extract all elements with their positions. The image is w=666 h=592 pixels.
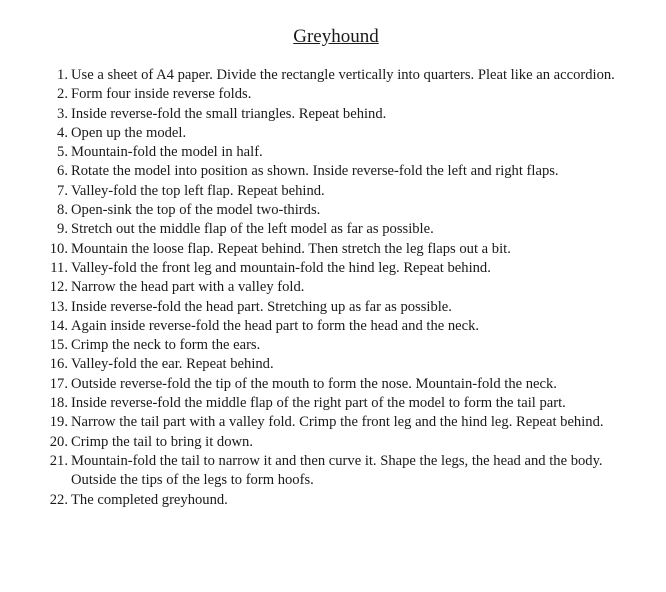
step-text: Open up the model. (71, 124, 187, 141)
step-number: 16. (49, 356, 68, 373)
step-number: 22. (49, 491, 68, 508)
step-number: 20. (49, 433, 68, 450)
step-text: Crimp the neck to form the ears. (71, 337, 261, 354)
list-item (40, 278, 640, 297)
step-text: Inside reverse-fold the middle flap of the right part of the model to form the tail part. (71, 395, 566, 412)
list-item (40, 240, 640, 259)
step-number: 19. (49, 414, 68, 431)
document-title: Greyhound (293, 26, 379, 47)
instruction-list (40, 66, 640, 510)
step-text: Inside reverse-fold the head part. Stretching up as far as possible. (71, 298, 452, 315)
step-text: Again inside reverse-fold the head part to form the head and the neck. (71, 317, 480, 334)
step-text: Mountain-fold the model in half. (71, 144, 263, 161)
step-number: 7. (57, 182, 68, 199)
list-item (40, 452, 640, 491)
step-number: 1. (57, 67, 68, 83)
step-text: Mountain-fold the tail to narrow it and then curve it. Shape the legs, the head and the body. Outside the tips of the legs to form hoofs. (71, 452, 603, 489)
step-text: Stretch out the middle flap of the left model as far as possible. (71, 221, 434, 238)
list-item (40, 491, 640, 510)
list-item (40, 162, 640, 181)
step-number: 13. (49, 298, 68, 315)
list-item (40, 124, 640, 143)
step-number: 15. (49, 337, 68, 354)
list-item (40, 394, 640, 413)
step-number: 21. (49, 452, 68, 469)
step-text: Rotate the model into position as shown. Inside reverse-fold the left and right flaps. (71, 163, 559, 180)
step-number: 2. (57, 86, 68, 103)
step-number: 14. (49, 317, 68, 334)
step-number: 9. (57, 221, 68, 238)
list-item (40, 143, 640, 162)
list-item (40, 336, 640, 355)
step-text: Open-sink the top of the model two-thirds. (71, 202, 321, 219)
list-item (40, 220, 640, 239)
list-item (40, 298, 640, 317)
step-number: 10. (49, 240, 68, 257)
step-number: 11. (50, 259, 68, 276)
step-text: Outside reverse-fold the tip of the mouth to form the nose. Mountain-fold the neck. (71, 375, 557, 392)
step-number: 12. (49, 279, 68, 296)
step-number: 8. (57, 202, 68, 219)
list-item (40, 413, 640, 432)
step-text: Valley-fold the ear. Repeat behind. (71, 356, 274, 373)
list-item (40, 201, 640, 220)
step-text: Mountain the loose flap. Repeat behind. Then stretch the leg flaps out a bit. (71, 240, 511, 257)
step-text: Crimp the tail to bring it down. (71, 433, 254, 450)
list-item (40, 433, 640, 452)
step-text: Valley-fold the front leg and mountain-fold the hind leg. Repeat behind. (71, 259, 491, 276)
list-item (40, 317, 640, 336)
step-text: Narrow the head part with a valley fold. (71, 279, 305, 296)
list-item (40, 105, 640, 124)
step-number: 3. (57, 105, 68, 122)
step-text: Use a sheet of A4 paper. Divide the rectangle vertically into quarters. Pleat like an accordion. (71, 67, 615, 83)
list-item (40, 85, 640, 104)
step-text: Narrow the tail part with a valley fold. Crimp the front leg and the hind leg. Repeat behind. (71, 414, 604, 431)
list-item (40, 182, 640, 201)
list-item (40, 375, 640, 394)
step-text: Inside reverse-fold the small triangles. Repeat behind. (71, 105, 387, 122)
list-item (40, 259, 640, 278)
step-number: 4. (57, 124, 68, 141)
step-number: 5. (57, 144, 68, 161)
step-number: 18. (49, 395, 68, 412)
list-item (40, 355, 640, 374)
step-number: 6. (57, 163, 68, 180)
step-text: Form four inside reverse folds. (71, 86, 252, 103)
step-text: The completed greyhound. (71, 491, 228, 508)
step-text: Valley-fold the top left flap. Repeat behind. (71, 182, 325, 199)
list-item (40, 66, 640, 85)
step-number: 17. (49, 375, 68, 392)
